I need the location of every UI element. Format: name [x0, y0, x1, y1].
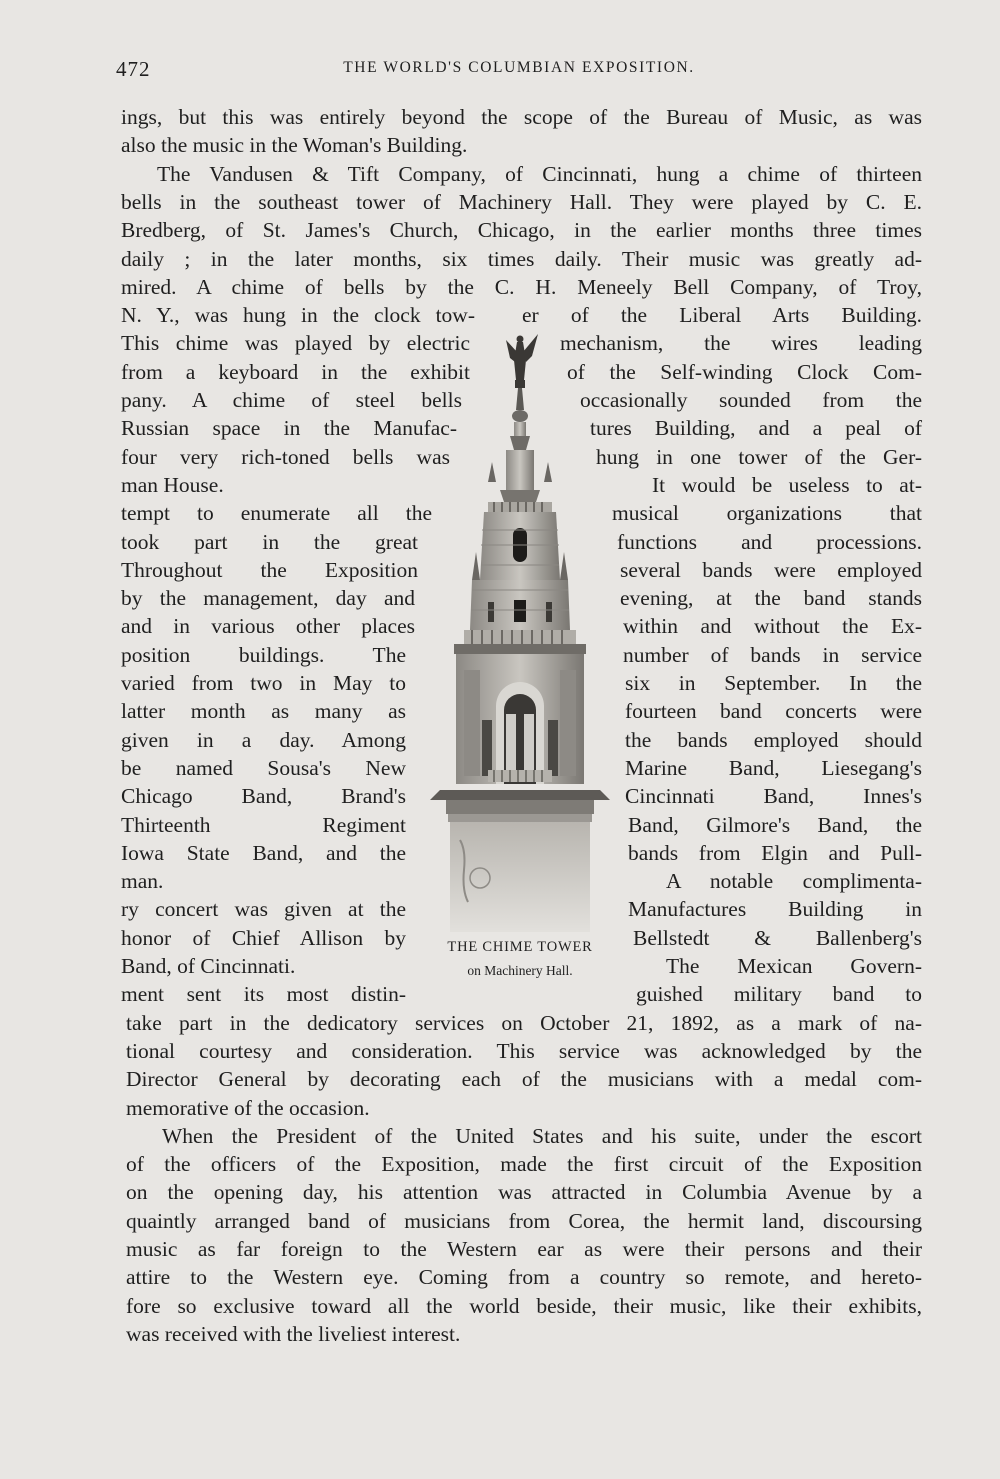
left-column-line: man House. — [121, 472, 224, 497]
right-column-line: functions and processions. — [617, 529, 922, 554]
text-line: When the President of the United States and his suite, under the escort — [162, 1123, 922, 1148]
right-column-line: A notable complimenta- — [666, 869, 922, 894]
text-line: The Vandusen & Tift Company, of Cincinnati, hung a chime of thirteen — [157, 161, 922, 186]
text-line: also the music in the Woman's Building. — [121, 133, 468, 158]
left-column-line: varied from two in May to — [121, 671, 406, 695]
text-line: mired. A chime of bells by the C. H. Meneely Bell Company, of Troy, — [121, 274, 922, 299]
right-column-line: Manufactures Building in — [628, 897, 922, 922]
left-column-line: four very rich-toned bells was — [121, 444, 450, 469]
right-column-line: fourteen band concerts were — [625, 699, 922, 724]
left-column-line: Russian space in the Manufac- — [121, 416, 457, 441]
left-column-line: honor of Chief Allison by — [121, 925, 406, 950]
right-column-line: several bands were employed — [620, 557, 922, 582]
chime-tower-illustration — [420, 330, 620, 940]
right-column-line: er of the Liberal Arts Building. — [522, 303, 922, 328]
left-column-line: ry concert was given at the — [121, 897, 406, 922]
left-column-line: Band, of Cincinnati. — [121, 954, 296, 978]
left-column-line: pany. A chime of steel bells — [121, 388, 462, 412]
right-column-line: within and without the Ex- — [623, 614, 922, 639]
text-line: of the officers of the Exposition, made the first circuit of the Exposition — [126, 1152, 922, 1177]
chime-tower-drawing — [420, 330, 620, 940]
left-column-line: tempt to enumerate all the — [121, 501, 432, 526]
left-column-line: took part in the great — [121, 529, 418, 554]
text-line: music as far foreign to the Western ear as were their persons and their — [126, 1237, 922, 1261]
right-column-line: number of bands in service — [623, 642, 922, 667]
right-column-line: the bands employed should — [625, 727, 922, 752]
right-column-line: Cincinnati Band, Innes's — [625, 784, 922, 809]
left-column-line: ment sent its most distin- — [121, 982, 406, 1007]
running-title: THE WORLD'S COLUMBIAN EXPOSITION. — [343, 59, 695, 76]
right-column-line: The Mexican Govern- — [666, 954, 922, 978]
page-header — [116, 57, 922, 87]
right-column-line: of the Self-winding Clock Com- — [567, 359, 922, 384]
text-line: Director General by decorating each of the musicians with a medal com- — [126, 1067, 922, 1092]
text-line: quaintly arranged band of musicians from Corea, the hermit land, discoursing — [126, 1208, 922, 1233]
right-column-line: hung in one tower of the Ger- — [596, 444, 922, 469]
left-column-line: Chicago Band, Brand's — [121, 784, 406, 809]
text-line: ings, but this was entirely beyond the scope of the Bureau of Music, as was — [121, 105, 922, 129]
left-column-line: This chime was played by electric — [121, 331, 470, 356]
figure-caption-subtitle: on Machinery Hall. — [467, 963, 573, 978]
right-column-line: musical organizations that — [612, 501, 922, 526]
left-column-line: be named Sousa's New — [121, 755, 406, 780]
right-column-line: evening, at the band stands — [620, 586, 922, 611]
right-column-line: tures Building, and a peal of — [590, 416, 922, 441]
text-line: memorative of the occasion. — [126, 1095, 370, 1120]
left-column-line: latter month as many as — [121, 699, 406, 724]
text-line: fore so exclusive toward all the world beside, their music, like their exhibits, — [126, 1293, 922, 1318]
text-line: was received with the liveliest interest. — [126, 1321, 461, 1346]
left-column-line: given in a day. Among — [121, 727, 406, 752]
right-column-line: six in September. In the — [625, 671, 922, 695]
right-column-line: occasionally sounded from the — [580, 388, 922, 412]
left-column-line: Throughout the Exposition — [121, 557, 418, 582]
figure-caption-title: THE CHIME TOWER — [447, 939, 593, 955]
right-column-line: It would be useless to at- — [652, 472, 922, 497]
left-column-line: Iowa State Band, and the — [121, 840, 406, 865]
text-line: Bredberg, of St. James's Church, Chicago, in the earlier months three times — [121, 218, 922, 243]
right-column-line: Band, Gilmore's Band, the — [628, 812, 922, 837]
left-column-line: N. Y., was hung in the clock tow- — [121, 303, 475, 328]
text-line: daily ; in the later months, six times daily. Their music was greatly ad- — [121, 246, 922, 271]
left-column-line: position buildings. The — [121, 642, 406, 667]
left-column-line: man. — [121, 869, 164, 894]
right-column-line: mechanism, the wires leading — [560, 331, 922, 356]
text-line: tional courtesy and consideration. This service was acknowledged by the — [126, 1038, 922, 1063]
left-column-line: by the management, day and — [121, 586, 415, 611]
text-line: on the opening day, his attention was attracted in Columbia Avenue by a — [126, 1180, 922, 1205]
text-line: attire to the Western eye. Coming from a country so remote, and hereto- — [126, 1265, 922, 1290]
right-column-line: Marine Band, Liesegang's — [625, 755, 922, 780]
left-column-line: and in various other places — [121, 614, 415, 639]
text-line: take part in the dedicatory services on October 21, 1892, as a mark of na- — [126, 1010, 922, 1035]
right-column-line: bands from Elgin and Pull- — [628, 840, 922, 865]
right-column-line: Bellstedt & Ballenberg's — [633, 925, 922, 950]
left-column-line: from a keyboard in the exhibit — [121, 359, 470, 384]
right-column-line: guished military band to — [636, 982, 922, 1007]
page-number: 472 — [116, 57, 151, 81]
text-line: bells in the southeast tower of Machinery Hall. They were played by C. E. — [121, 189, 922, 214]
left-column-line: Thirteenth Regiment — [121, 812, 406, 837]
